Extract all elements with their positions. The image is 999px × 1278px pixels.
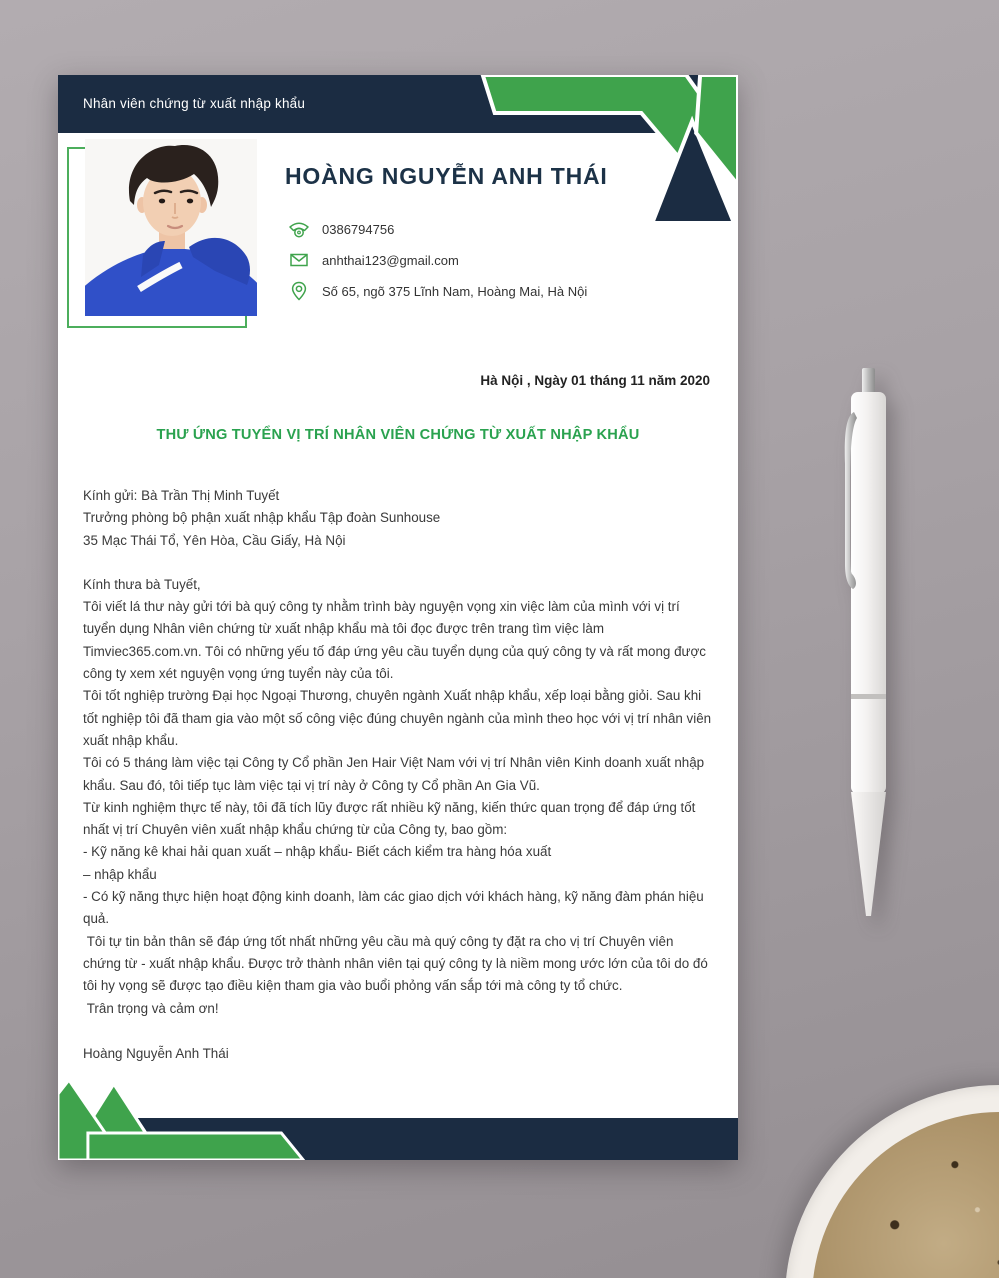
coffee-cup [785,1085,999,1278]
pen-barrel [851,392,886,794]
phone-number: 0386794756 [322,221,395,237]
coffee-foam [812,1112,999,1278]
footer-ribbon [58,1078,738,1160]
closing-line: Trân trọng và cảm ơn! [83,1000,219,1016]
contact-block [288,218,587,311]
paragraph: Tôi tốt nghiệp trường Đại học Ngoại Thương, chuyên ngành Xuất nhập khẩu, xếp loại bằng giỏi. Sau khi tốt nghiệp tôi đã tham gia vào một số công việc đúng chuyên ngành của mình theo học với vị trí nhân viên xuất nhập khẩu. [83,688,715,748]
paragraph: Tôi có 5 tháng làm việc tại Công ty Cổ phần Jen Hair Việt Nam với vị trí Nhân viên Kinh doanh xuất nhập khẩu. Sau đó, tôi tiếp tục làm việc tại vị trí này ở Công ty Cổ phần An Gia Vũ. [83,755,708,793]
recipient-line: 35 Mạc Thái Tổ, Yên Hòa, Cầu Giấy, Hà Nội [83,532,346,548]
pen [840,368,898,920]
location-pin-icon [288,280,310,302]
paragraph: Tôi viết lá thư này gửi tới bà quý công ty nhằm trình bày nguyện vọng xin việc làm của mình với vị trí tuyển dụng Nhân viên chứng từ xuất nhập khẩu mà tôi đọc được trên trang tìm việc làm Timviec365.com.vn. Tôi có những yếu tố đáp ứng yêu cầu tuyển dụng của quý công ty và rất mong được công ty xem xét nguyện vọng ứng tuyển này của tôi. [83,599,710,682]
candidate-name: HOÀNG NGUYỄN ANH THÁI [285,163,608,189]
contact-email-row [288,249,587,271]
signature-name: Hoàng Nguyễn Anh Thái [83,1045,229,1061]
letter-title: THƯ ỨNG TUYỂN VỊ TRÍ NHÂN VIÊN CHỨNG TỪ XUẤT NHẬP KHẨU [156,427,640,443]
job-title-bar-text: Nhân viên chứng từ xuất nhập khẩu [83,96,306,111]
skill-line: - Kỹ năng kê khai hải quan xuất – nhập khẩu- Biết cách kiểm tra hàng hóa xuất [83,844,552,860]
profile-photo [85,139,257,316]
skill-line: – nhập khẩu [83,866,157,882]
email-address: anhthai123@gmail.com [322,252,459,268]
postal-address: Số 65, ngõ 375 Lĩnh Nam, Hoàng Mai, Hà Nội [322,283,588,299]
profile-photo-illustration [85,139,257,316]
contact-address-row [288,280,587,302]
contact-phone-row [288,218,587,240]
recipient-line: Kính gửi: Bà Trần Thị Minh Tuyết [83,488,280,503]
mail-icon [288,249,310,271]
cover-letter-page [58,75,738,1160]
phone-icon [288,218,310,240]
date-line: Hà Nội , Ngày 01 tháng 11 năm 2020 [480,373,710,388]
paragraph: Tôi tự tin bản thân sẽ đáp ứng tốt nhất những yêu cầu mà quý công ty đặt ra cho vị trí Chuyên viên chứng từ - xuất nhập khẩu. Được trở thành nhân viên tại quý công ty là niềm mong ước lớn của tôi do đó tôi hy vọng sẽ được tạo điều kiện tham gia vào buổi phỏng vấn sắp tới mà công ty tổ chức. [83,933,712,994]
letter-body [83,485,715,1065]
paragraph: Từ kinh nghiệm thực tế này, tôi đã tích lũy được rất nhiều kỹ năng, kiến thức quan trọng để đáp ứng tốt nhất vị trí Chuyên viên xuất nhập khẩu chứng từ của Công ty, bao gồm: [83,799,700,838]
skill-line: - Có kỹ năng thực hiện hoạt động kinh doanh, làm các giao dịch với khách hàng, kỹ năng đàm phán hiệu quả. [83,889,708,927]
pen-ring [851,694,886,699]
salutation: Kính thưa bà Tuyết, [83,576,201,592]
recipient-line: Trưởng phòng bộ phận xuất nhập khẩu Tập đoàn Sunhouse [83,510,441,526]
pen-tip [851,792,886,916]
